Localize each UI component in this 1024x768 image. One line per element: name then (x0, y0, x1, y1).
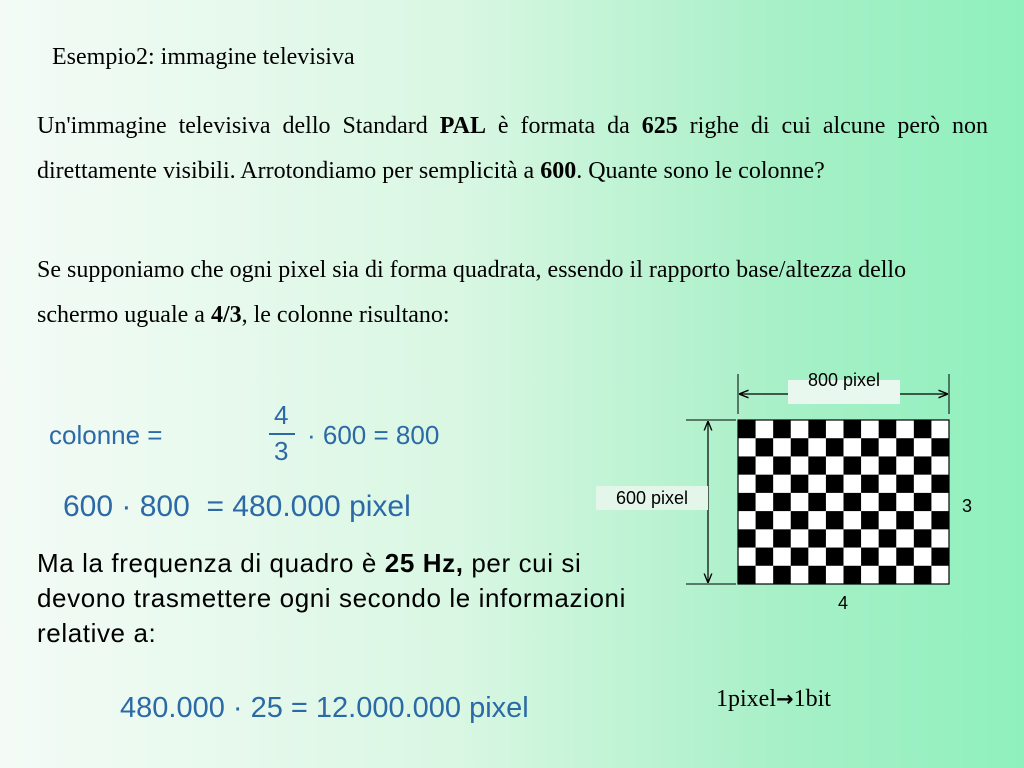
checker-cell (914, 511, 932, 530)
checker-cell (879, 511, 897, 530)
checker-cell (826, 548, 844, 567)
checker-cell (914, 566, 932, 585)
checker-cell (756, 548, 774, 567)
checker-cell (896, 548, 914, 567)
checker-cell (738, 420, 756, 439)
checker-cell (773, 438, 791, 457)
formula-fraction-denominator: 3 (274, 436, 289, 466)
note-bit: 1bit (793, 686, 831, 712)
checker-cell (738, 566, 756, 585)
ratio-side-label: 3 (961, 496, 973, 516)
checker-cell (808, 456, 826, 475)
checker-cell (756, 475, 774, 494)
checker-cell (861, 548, 879, 567)
checker-cell (931, 475, 949, 494)
checker-cell (826, 420, 844, 439)
para2-text-2: , le colonne risultano: (241, 302, 450, 328)
height-label: 600 pixel (615, 488, 689, 508)
slide-title: Esempio2: immagine televisiva (52, 44, 355, 70)
checker-cell (826, 493, 844, 512)
checker-cell (879, 475, 897, 494)
checker-cell (914, 493, 932, 512)
formula-colonne-rhs: · 600 = 800 (307, 420, 440, 450)
checker-cell (844, 566, 862, 585)
checker-cell (844, 456, 862, 475)
checker-cell (896, 475, 914, 494)
checker-cell (914, 456, 932, 475)
checker-cell (931, 438, 949, 457)
para2-text-1: Se supponiamo che ogni pixel sia di forma quadrata, essendo il rapporto base/altezza dello schermo uguale a (37, 257, 907, 328)
checker-cell (844, 529, 862, 548)
checker-cell (931, 529, 949, 548)
checker-cell (773, 566, 791, 585)
formula-total-pixels: 600 · 800 = 480.000 pixel (63, 490, 411, 523)
checker-cell (914, 420, 932, 439)
checker-cell (738, 511, 756, 530)
checker-cell (896, 438, 914, 457)
checker-cell (738, 456, 756, 475)
checker-cell (914, 529, 932, 548)
checker-cell (844, 420, 862, 439)
checker-cell (791, 529, 809, 548)
paragraph-frame-frequency (37, 546, 677, 651)
checker-cell (773, 548, 791, 567)
checker-cell (914, 475, 932, 494)
checkerboard-grid (738, 420, 949, 584)
checker-cell (738, 548, 756, 567)
checker-cell (791, 438, 809, 457)
para3-bold-frequency: 25 Hz, (384, 548, 464, 578)
para2-bold-ratio: 4/3 (210, 302, 242, 328)
checker-cell (808, 511, 826, 530)
checker-cell (791, 456, 809, 475)
checker-cell (773, 529, 791, 548)
checker-cell (756, 529, 774, 548)
checker-cell (844, 493, 862, 512)
right-arrow-icon: → (776, 687, 794, 711)
checker-cell (773, 456, 791, 475)
checker-cell (879, 438, 897, 457)
checker-cell (738, 438, 756, 457)
checker-cell (773, 420, 791, 439)
checker-cell (896, 529, 914, 548)
checker-cell (879, 420, 897, 439)
checker-cell (791, 475, 809, 494)
checker-cell (896, 493, 914, 512)
para3-text-2: per cui si devono trasmettere ogni secondo le informazioni relative a: (37, 548, 626, 648)
para3-text-1: Ma la frequenza di quadro è (37, 548, 385, 578)
formula-colonne (49, 400, 449, 470)
checker-cell (808, 548, 826, 567)
checker-cell (914, 548, 932, 567)
checker-cell (931, 493, 949, 512)
checker-cell (826, 529, 844, 548)
checker-cell (861, 438, 879, 457)
note-pixel: 1pixel (716, 686, 776, 712)
checker-cell (879, 566, 897, 585)
checker-cell (773, 475, 791, 494)
checker-cell (844, 548, 862, 567)
checker-cell (756, 511, 774, 530)
checker-cell (773, 493, 791, 512)
formula-colonne-lhs: colonne = (49, 420, 163, 450)
checker-cell (861, 475, 879, 494)
checker-cell (861, 529, 879, 548)
checker-cell (931, 566, 949, 585)
checker-cell (738, 529, 756, 548)
para1-bold-625: 625 (641, 113, 678, 139)
checker-cell (756, 566, 774, 585)
checker-cell (861, 456, 879, 475)
checker-cell (826, 438, 844, 457)
checker-cell (896, 511, 914, 530)
checker-cell (791, 511, 809, 530)
checker-cell (826, 456, 844, 475)
para1-bold-600: 600 (540, 158, 577, 184)
checker-cell (844, 511, 862, 530)
formula-pixels-per-second: 480.000 · 25 = 12.000.000 pixel (120, 692, 529, 724)
checker-cell (826, 511, 844, 530)
checker-cell (791, 493, 809, 512)
checker-cell (826, 475, 844, 494)
checker-cell (931, 420, 949, 439)
checker-cell (896, 566, 914, 585)
checker-cell (791, 548, 809, 567)
checker-cell (808, 566, 826, 585)
checker-cell (879, 529, 897, 548)
checker-cell (756, 456, 774, 475)
checkerboard-diagram (590, 362, 990, 622)
checker-cell (756, 493, 774, 512)
formula-fraction-bar (269, 433, 295, 435)
checker-cell (914, 438, 932, 457)
checker-cell (808, 493, 826, 512)
checker-cell (791, 420, 809, 439)
checker-cell (861, 566, 879, 585)
checker-cell (808, 475, 826, 494)
checker-cell (931, 548, 949, 567)
para1-text-3: righe di cui alcune però non direttamente visibili. Arrotondiamo per semplicità a (37, 113, 988, 184)
checker-cell (861, 420, 879, 439)
formula-fraction-numerator: 4 (274, 400, 289, 430)
para1-text-4: . Quante sono le colonne? (576, 158, 825, 184)
checker-cell (879, 456, 897, 475)
checker-cell (879, 548, 897, 567)
checker-cell (931, 511, 949, 530)
checker-cell (791, 566, 809, 585)
checker-cell (861, 511, 879, 530)
checker-cell (844, 438, 862, 457)
checker-cell (756, 438, 774, 457)
checker-cell (896, 420, 914, 439)
checker-cell (738, 493, 756, 512)
checker-cell (879, 493, 897, 512)
checker-cell (808, 438, 826, 457)
pixel-bit-note (716, 686, 831, 713)
checker-cell (808, 529, 826, 548)
para1-bold-pal: PAL (439, 113, 486, 139)
ratio-bottom-label: 4 (837, 593, 849, 613)
checker-cell (931, 456, 949, 475)
checker-cell (773, 511, 791, 530)
width-label: 800 pixel (807, 370, 881, 390)
para1-text-2: è formata da (485, 113, 642, 139)
checker-cell (844, 475, 862, 494)
checker-cell (756, 420, 774, 439)
checker-cell (861, 493, 879, 512)
checker-cell (826, 566, 844, 585)
paragraph-square-pixels (37, 248, 937, 338)
para1-text-1: Un'immagine televisiva dello Standard (37, 113, 440, 139)
checker-cell (896, 456, 914, 475)
checker-cell (738, 475, 756, 494)
paragraph-standard-pal (37, 104, 988, 194)
checker-cell (808, 420, 826, 439)
